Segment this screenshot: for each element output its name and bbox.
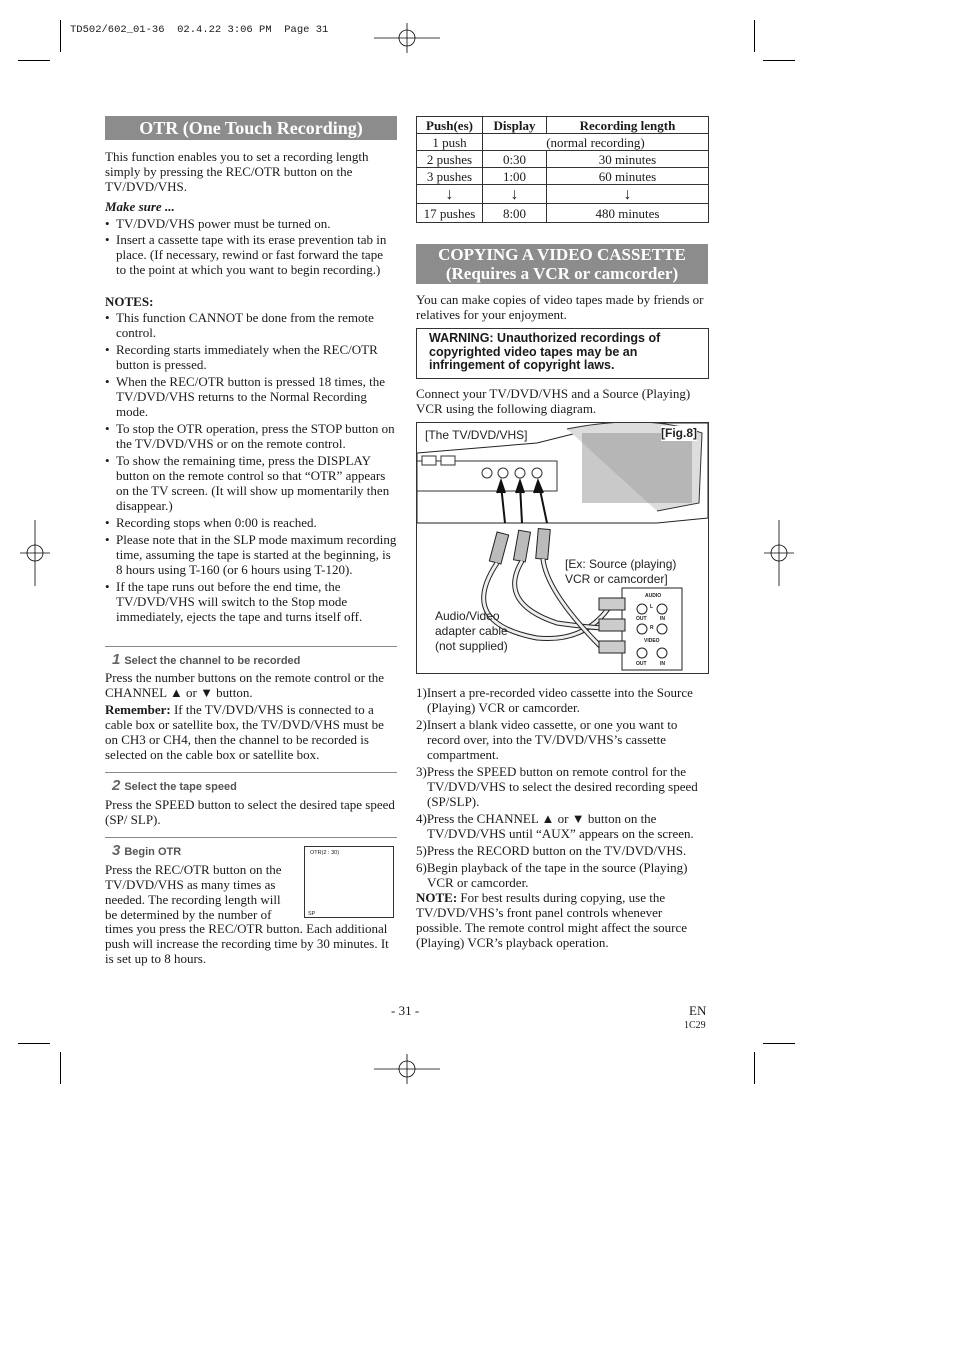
step3-heading [112,842,181,859]
jack-label: OUT [636,616,647,622]
page-number: - 31 - [391,1003,420,1018]
copy-intro: You can make copies of video tapes made by friends or relatives for your enjoyment. [416,292,704,322]
crop-mark [18,60,50,61]
crop-mark [60,20,61,52]
step1-heading [112,651,300,668]
note-label: NOTE: [416,890,458,905]
notes-list [105,310,397,624]
table-row [417,185,709,204]
registration-mark [20,520,50,586]
step2-heading [112,777,237,794]
list-item: • This function CANNOT be done from the remote control. [105,310,397,340]
table-cell: 60 minutes [547,168,709,185]
crop-mark [763,1043,795,1044]
screen-speed-readout: SP [308,911,316,917]
step2-number: 2 [112,777,121,794]
step2-title: Select the tape speed [124,781,237,793]
step-divider [105,772,397,773]
jack-label: L [650,604,654,610]
registration-mark [374,23,440,53]
table-header: Push(es) [417,117,483,134]
crop-mark [60,1052,61,1084]
jack-label: OUT [636,661,647,667]
copy-title [416,244,708,284]
list-item: 5)Press the RECORD button on the TV/DVD/VHS. [416,843,687,858]
table-cell: 3 pushes [417,168,483,185]
table-row [417,134,709,151]
language-code: EN [689,1003,707,1018]
list-item: 6)Begin playback of the tape in the source (Playing) VCR or camcorder. [416,860,688,890]
document-code: 1C29 [684,1020,706,1031]
copy-steps [416,685,710,890]
list-item: • If the tape runs out before the end time, the TV/DVD/VHS will switch to the Stop mode immediately, ejects the tape and turns itself off. [105,579,397,624]
list-item: • Insert a cassette tape with its erase prevention tab in place. (If necessary, rewind or fast forward the tape to the point at which you want to begin recording.) [105,232,392,277]
figure-source-label: [Ex: Source (playing) VCR or camcorder] [565,557,677,586]
crop-mark [18,1043,50,1044]
figure-number: [Fig.8] [661,426,697,440]
arrow-down-icon: ↓ [547,185,709,204]
otr-intro: This function enables you to set a recording length simply by pressing the REC/OTR button on the TV/DVD/VHS. [105,149,369,194]
remember-paragraph [105,702,397,762]
notes-label: NOTES: [105,294,154,309]
registration-mark [764,520,794,586]
table-cell: 8:00 [483,204,547,223]
jack-label: R [650,625,654,631]
step3-number: 3 [112,842,121,859]
list-item: 1)Insert a pre-recorded video cassette into the Source (Playing) VCR or camcorder. [416,685,693,715]
list-item: • To stop the OTR operation, press the STOP button on the TV/DVD/VHS or on the remote control. [105,421,397,451]
registration-mark [374,1054,440,1084]
copy-title-line2: (Requires a VCR or camcorder) [445,264,679,283]
list-item: 2)Insert a blank video cassette, or one you want to record over, into the TV/DVD/VHS’s cassette compartment. [416,717,678,762]
jack-label: IN [660,616,665,622]
list-item: 4)Press the CHANNEL ▲ or ▼ button on the TV/DVD/VHS until “AUX” appears on the screen. [416,811,694,841]
table-row [417,204,709,223]
table-header: Recording length [547,117,709,134]
list-item: • To show the remaining time, press the DISPLAY button on the remote control so that “OTR” appears on the TV screen. (It will show up momentarily then disappear.) [105,453,397,513]
remember-label: Remember: [105,702,171,717]
figure-cable-label: Audio/Video adapter cable (not supplied) [435,609,508,653]
jack-label: AUDIO [645,593,662,599]
step2-text: Press the SPEED button to select the desired tape speed (SP/ SLP). [105,797,395,827]
table-cell: (normal recording) [483,134,709,151]
copy-title-line1: COPYING A VIDEO CASSETTE [438,245,686,264]
otr-table [416,116,709,223]
crop-mark [763,60,795,61]
list-item: • Please note that in the SLP mode maximum recording time, assuming the tape is started at the beginning, is 8 hours using T-160 (or 6 hours using T-120). [105,532,397,577]
jack-label: VIDEO [644,638,660,644]
copy-note [416,890,708,950]
make-sure-list [105,216,392,277]
step-divider [105,646,397,647]
step3-text-continued: times you press the REC/OTR button. Each additional push will increase the recording time by 30 minutes. It is set up to 8 hours. [105,921,389,966]
table-header: Display [483,117,547,134]
crop-mark [754,20,755,52]
step1-title: Select the channel to be recorded [124,655,301,667]
table-cell: 480 minutes [547,204,709,223]
screen-otr-readout: OTR(2 : 30) [310,850,340,856]
table-cell: 0:30 [483,151,547,168]
step1-number: 1 [112,651,121,668]
table-row [417,151,709,168]
list-item: • Recording stops when 0:00 is reached. [105,515,397,530]
step3-title: Begin OTR [124,846,182,858]
step1-text: Press the number buttons on the remote control or the CHANNEL ▲ or ▼ button. [105,670,385,700]
warning-box: WARNING: Unauthorized recordings of copyrighted video tapes may be an infringement of copyright laws. [416,328,709,379]
crop-mark [754,1052,755,1084]
table-header-row [417,117,709,134]
table-cell: 1:00 [483,168,547,185]
note-text: For best results during copying, use the TV/DVD/VHS’s front panel controls whenever possible. The remote control might affect the source (Playing) VCR’s playback operation. [416,890,687,950]
arrow-down-icon: ↓ [417,185,483,204]
table-cell: 2 pushes [417,151,483,168]
table-row [417,168,709,185]
list-item: • Recording starts immediately when the REC/OTR button is pressed. [105,342,397,372]
otr-title: OTR (One Touch Recording) [105,116,397,140]
table-cell: 30 minutes [547,151,709,168]
step3-text: Press the REC/OTR button on the TV/DVD/VHS as many times as needed. The recording length will be determined by the number of [105,862,282,922]
arrow-down-icon: ↓ [483,185,547,204]
step-divider [105,837,397,838]
make-sure-label: Make sure ... [105,199,175,214]
jack-label: IN [660,661,665,667]
print-header: TD502/602_01-36 02.4.22 3:06 PM Page 31 [70,24,329,36]
list-item: • When the REC/OTR button is pressed 18 times, the TV/DVD/VHS returns to the Normal Recording mode. [105,374,397,419]
list-item: 3)Press the SPEED button on remote control for the TV/DVD/VHS to select the desired recording speed (SP/SLP). [416,764,698,809]
tv-screen-illustration [304,846,394,918]
list-item: • TV/DVD/VHS power must be turned on. [105,216,392,231]
figure-connection-diagram [416,422,709,674]
connect-text: Connect your TV/DVD/VHS and a Source (Playing) VCR using the following diagram. [416,386,691,416]
table-cell: 1 push [417,134,483,151]
table-cell: 17 pushes [417,204,483,223]
remember-text: If the TV/DVD/VHS is connected to a cable box or satellite box, the TV/DVD/VHS must be on CH3 or CH4, then the channel to be recorded is selected on the cable box or satellite box. [105,702,384,762]
figure-tv-label: [The TV/DVD/VHS] [425,428,528,442]
